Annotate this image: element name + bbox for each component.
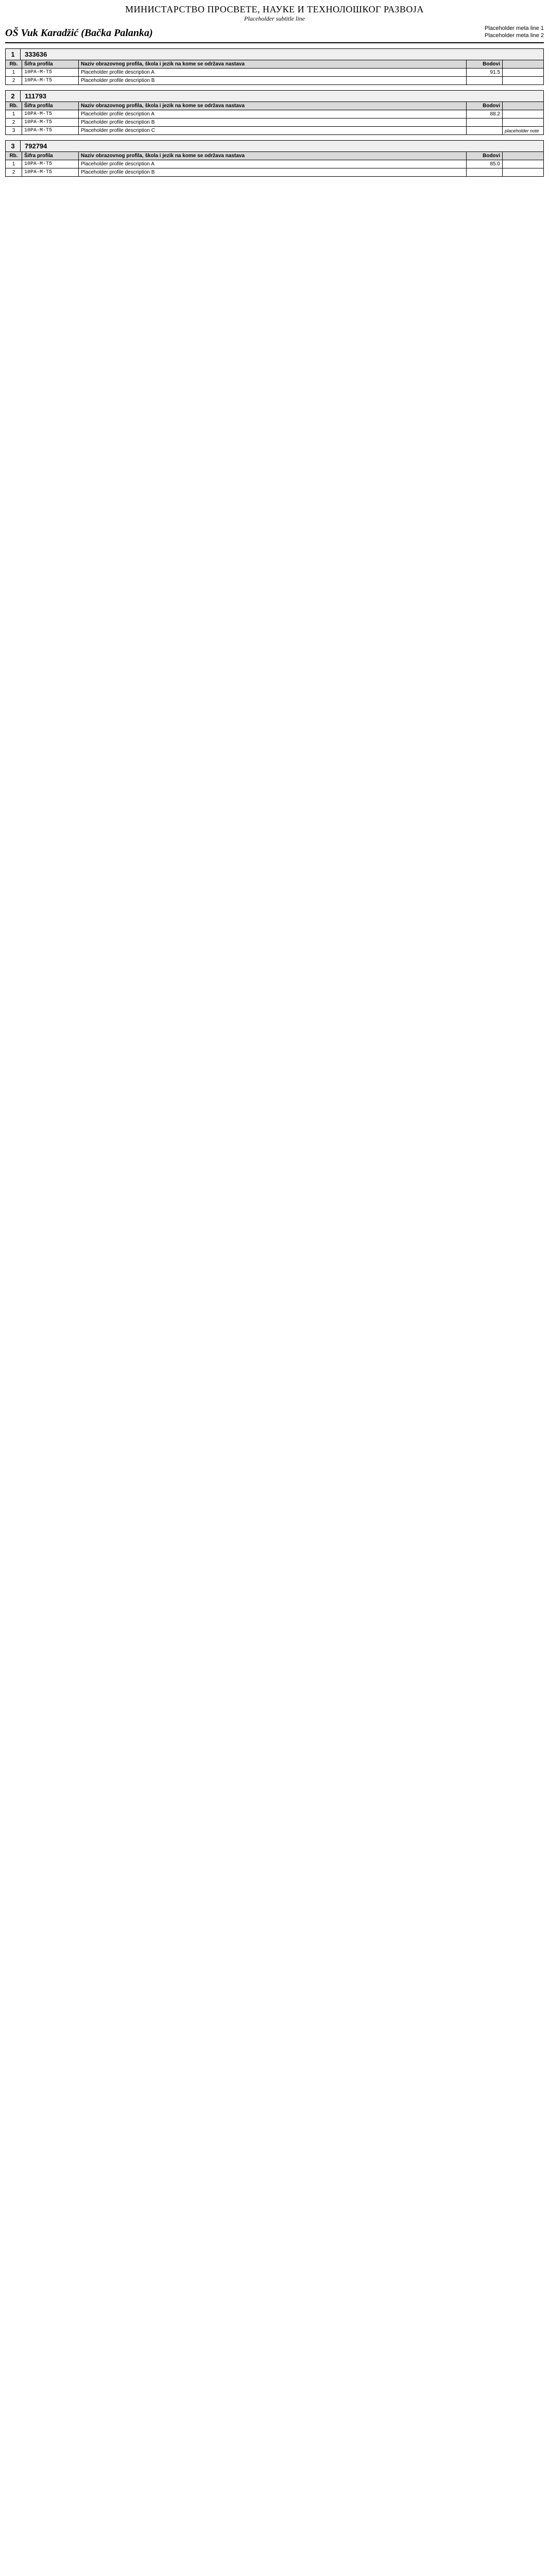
col-note bbox=[503, 152, 544, 160]
results-table bbox=[5, 60, 544, 85]
row-code: 10PA-M-T5 bbox=[22, 110, 79, 118]
section bbox=[5, 48, 544, 85]
row-desc: Placeholder profile description A bbox=[79, 110, 467, 118]
section-code: 111793 bbox=[25, 92, 46, 100]
row-note bbox=[503, 118, 544, 127]
row-score: 88.2 bbox=[467, 110, 503, 118]
col-code: Šifra profila bbox=[22, 102, 79, 110]
col-note bbox=[503, 60, 544, 69]
row-rb: 1 bbox=[6, 69, 22, 77]
col-code: Šifra profila bbox=[22, 152, 79, 160]
row-score bbox=[467, 127, 503, 135]
section bbox=[5, 140, 544, 177]
col-score: Bodovi bbox=[467, 60, 503, 69]
meta-block bbox=[485, 25, 544, 39]
ministry-title: МИНИСТАРСТВО ПРОСВЕТЕ, НАУКЕ И ТЕХНОЛОШКОГ РАЗВОЈА bbox=[125, 4, 424, 14]
row-note: placeholder note bbox=[503, 127, 544, 135]
row-desc: Placeholder profile description C bbox=[79, 127, 467, 135]
header-row bbox=[5, 23, 544, 43]
row-rb: 2 bbox=[6, 168, 22, 177]
col-score: Bodovi bbox=[467, 102, 503, 110]
row-note bbox=[503, 160, 544, 168]
row-desc: Placeholder profile description B bbox=[79, 168, 467, 177]
col-code: Šifra profila bbox=[22, 60, 79, 69]
row-desc: Placeholder profile description A bbox=[79, 69, 467, 77]
table-row bbox=[6, 77, 544, 85]
subtitle: Placeholder subtitle line bbox=[244, 15, 305, 22]
col-note bbox=[503, 102, 544, 110]
row-rb: 1 bbox=[6, 110, 22, 118]
col-desc: Naziv obrazovnog profila, škola i jezik na kome se održava nastava bbox=[79, 60, 467, 69]
row-score: 85.0 bbox=[467, 160, 503, 168]
section-header bbox=[5, 90, 544, 101]
table-row bbox=[6, 69, 544, 77]
row-rb: 3 bbox=[6, 127, 22, 135]
row-score bbox=[467, 118, 503, 127]
row-rb: 2 bbox=[6, 77, 22, 85]
row-score: 91.5 bbox=[467, 69, 503, 77]
results-table bbox=[5, 151, 544, 177]
table-row bbox=[6, 160, 544, 168]
section-header bbox=[5, 140, 544, 151]
row-code: 10PA-M-T5 bbox=[22, 127, 79, 135]
table-row bbox=[6, 127, 544, 135]
section-number: 2 bbox=[6, 91, 21, 101]
school-name: OŠ Vuk Karadžić (Bačka Palanka) bbox=[5, 27, 153, 39]
section-code: 792794 bbox=[25, 142, 47, 150]
row-rb: 1 bbox=[6, 160, 22, 168]
meta-line-1: Placeholder meta line 1 bbox=[485, 25, 544, 31]
row-desc: Placeholder profile description B bbox=[79, 77, 467, 85]
section bbox=[5, 90, 544, 135]
row-code: 10PA-M-T5 bbox=[22, 118, 79, 127]
sections-container bbox=[5, 48, 544, 177]
row-note bbox=[503, 110, 544, 118]
section-number: 3 bbox=[6, 141, 21, 151]
section-code: 333636 bbox=[25, 50, 47, 58]
table-header-row bbox=[6, 60, 544, 69]
row-desc: Placeholder profile description B bbox=[79, 118, 467, 127]
row-code: 10PA-M-T5 bbox=[22, 69, 79, 77]
col-score: Bodovi bbox=[467, 152, 503, 160]
table-row bbox=[6, 168, 544, 177]
col-rb: Rb. bbox=[6, 102, 22, 110]
masthead bbox=[5, 4, 544, 23]
row-note bbox=[503, 168, 544, 177]
row-code: 10PA-M-T5 bbox=[22, 77, 79, 85]
section-header bbox=[5, 48, 544, 60]
row-note bbox=[503, 69, 544, 77]
row-note bbox=[503, 77, 544, 85]
row-code: 10PA-M-T5 bbox=[22, 160, 79, 168]
table-header-row bbox=[6, 102, 544, 110]
col-desc: Naziv obrazovnog profila, škola i jezik na kome se održava nastava bbox=[79, 152, 467, 160]
meta-line-2: Placeholder meta line 2 bbox=[485, 32, 544, 39]
section-number: 1 bbox=[6, 49, 21, 60]
table-header-row bbox=[6, 152, 544, 160]
row-desc: Placeholder profile description A bbox=[79, 160, 467, 168]
row-code: 10PA-M-T5 bbox=[22, 168, 79, 177]
table-row bbox=[6, 110, 544, 118]
col-rb: Rb. bbox=[6, 60, 22, 69]
row-rb: 2 bbox=[6, 118, 22, 127]
row-score bbox=[467, 168, 503, 177]
table-row bbox=[6, 118, 544, 127]
results-table bbox=[5, 101, 544, 135]
col-rb: Rb. bbox=[6, 152, 22, 160]
row-score bbox=[467, 77, 503, 85]
col-desc: Naziv obrazovnog profila, škola i jezik na kome se održava nastava bbox=[79, 102, 467, 110]
